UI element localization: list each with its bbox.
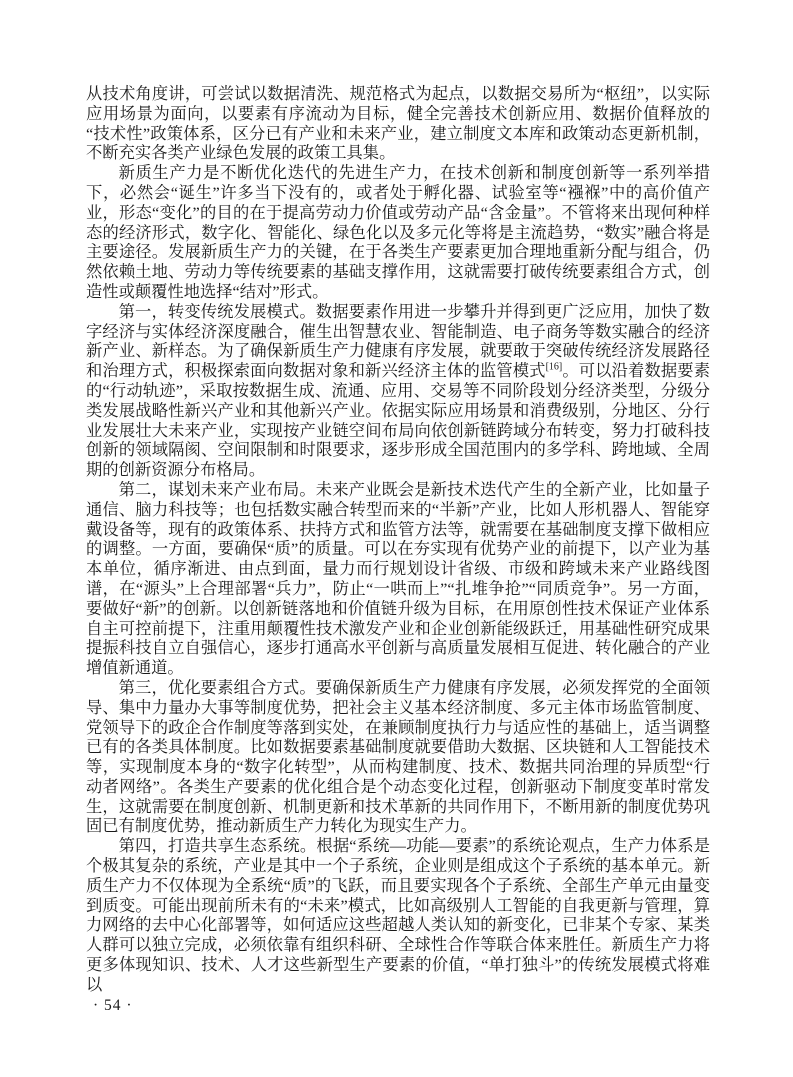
paragraph-first-point <box>86 302 710 480</box>
paragraph-third-point: 第三，优化要素组合方式。要确保新质生产力健康有序发展，必须发挥党的全面领导、集中力量办大事等制度优势，把社会主义基本经济制度、多元主体市场监管制度、党领导下的政企合作制度等落到实处，在兼顾制度执行力与适应性的基础上，适当调整已有的各类具体制度。比如数据要素基础制度就要借助大数据、区块链和人工智能技术等，实现制度本身的“数字化转型”，从而构建制度、技术、数据共同治理的异质型“行动者网络”。各类生产要素的优化组合是个动态变化过程，创新驱动下制度变革时常发生，这就需要在制度创新、机制更新和技术革新的共同作用下，不断用新的制度优势巩固已有制度优势，推动新质生产力转化为现实生产力。 <box>86 677 710 836</box>
paragraph-fourth-point: 第四，打造共享生态系统。根据“系统—功能—要素”的系统论观点，生产力体系是个极其复杂的系统，产业是其中一个子系统，企业则是组成这个子系统的基本单元。新质生产力不仅体现为全系统“质”的飞跃，而且要实现各个子系统、全部生产单元由量变到质变。可能出现前所未有的“未来”模式，比如高级别人工智能的自我更新与管理，算力网络的去中心化部署等，如何适应这些超越人类认知的新变化，已非某个专家、某类人群可以独立完成，必须依靠有组织科研、全球性合作等联合体来胜任。新质生产力将更多体现知识、技术、人才这些新型生产要素的价值，“单打独斗”的传统发展模式将难以 <box>86 836 710 994</box>
paragraph-policy-toolkit: 从技术角度讲，可尝试以数据清洗、规范格式为起点，以数据交易所为“枢纽”，以实际应用场景为面向，以要素有序流动为目标，健全完善技术创新应用、数据价值释放的“技术性”政策体系，区分已有产业和未来产业，建立制度文本库和政策动态更新机制，不断充实各类产业绿色发展的政策工具集。 <box>86 84 710 163</box>
page-number: · 54 · <box>93 996 133 1014</box>
paragraph-new-productivity-overview: 新质生产力是不断优化迭代的先进生产力，在技术创新和制度创新等一系列举措下，必然会“诞生”许多当下没有的，或者处于孵化器、试验室等“襁褓”中的高价值产业，形态“变化”的目的在于提高劳动力价值或劳动产品“含金量”。不管将来出现何种样态的经济形式，数字化、智能化、绿色化以及多元化等将是主流趋势，“数实”融合将是主要途径。发展新质生产力的关键，在于各类生产要素更加合理地重新分配与组合，仍然依赖土地、劳动力等传统要素的基础支撑作用，这就需要打破传统要素组合方式，创造性或颠覆性地选择“结对”形式。 <box>86 163 710 301</box>
paragraph-second-point: 第二，谋划未来产业布局。未来产业既会是新技术迭代产生的全新产业，比如量子通信、脑力科技等；也包括数实融合转型而来的“半新”产业，比如人形机器人、智能穿戴设备等，现有的政策体系、扶持方式和监管方法等，就需要在基础制度支撑下做相应的调整。一方面，要确保“质”的质量。可以在夯实现有优势产业的前提下，以产业为基本单位，循序渐进、由点到面，量力而行规划设计省级、市级和跨域未来产业路线图谱，在“源头”上合理部署“兵力”，防止“一哄而上”“扎堆争抢”“同质竞争”。另一方面，要做好“新”的创新。以创新链落地和价值链升级为目标，在用原创性技术保证产业体系自主可控前提下，注重用颠覆性技术激发产业和企业创新能级跃迁，用基础性研究成果提振科技自立自强信心，逐步打通高水平创新与高质量发展相互促进、转化融合的产业增值新通道。 <box>86 479 710 678</box>
footnote-ref-16: [16] <box>545 361 563 373</box>
paragraph-first-point-continued: 。可以沿着数据要素的“行动轨迹”，采取按数据生成、流通、应用、交易等不同阶段划分经济类型，分级分类发展战略性新兴产业和其他新兴产业。依据实际应用场景和消费级别，分地区、分行业发展壮大未来产业，实现按产业链空间布局向依创新链跨域分布转变，努力打破科技创新的领域隔阂、空间限制和时限要求，逐步形成全国范围内的多学科、跨地域、全周期的创新资源分布格局。 <box>86 361 710 480</box>
paragraph-first-point-text: 第一，转变传统发展模式。数据要素作用进一步攀升并得到更广泛应用，加快了数字经济与实体经济深度融合，催生出智慧农业、智能制造、电子商务等数实融合的经济新产业、新样态。为了确保新质生产力健康有序发展，就要敢于突破传统经济发展路径和治理方式，积极探索面向数据对象和新兴经济主体的监管模式 <box>86 301 710 381</box>
